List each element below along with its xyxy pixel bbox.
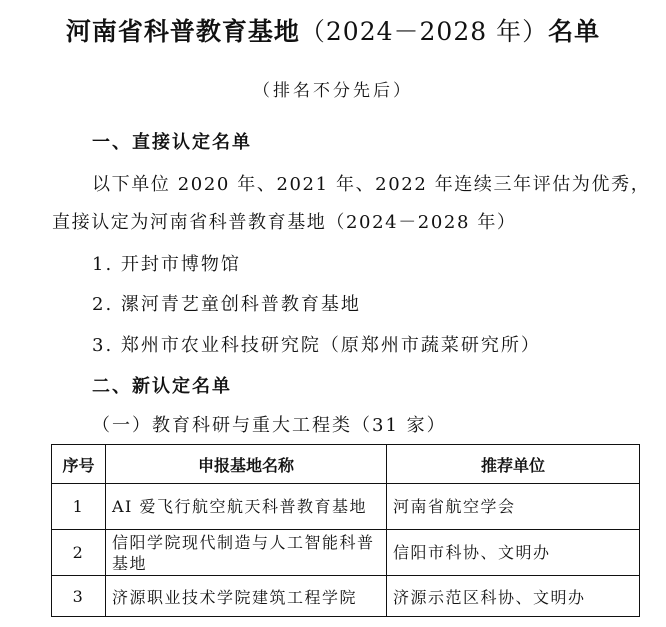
base-list-table bbox=[51, 444, 640, 617]
title-main: 河南省科普教育基地 bbox=[65, 17, 300, 46]
cell-no: 1 bbox=[52, 484, 106, 530]
section1-heading: 一、直接认定名单 bbox=[92, 132, 252, 153]
cell-unit: 河南省航空学会 bbox=[387, 484, 640, 530]
column-header-no: 序号 bbox=[52, 445, 106, 484]
table-header-row bbox=[52, 445, 640, 484]
cell-no: 2 bbox=[52, 530, 106, 576]
table-row bbox=[52, 484, 640, 530]
cell-name: AI 爱飞行航空航天科普教育基地 bbox=[106, 484, 387, 530]
section2-subheading: （一）教育科研与重大工程类（31 家） bbox=[92, 415, 447, 436]
section1-para-line1: 以下单位 2020 年、2021 年、2022 年连续三年评估为优秀， bbox=[92, 174, 651, 195]
column-header-unit: 推荐单位 bbox=[387, 445, 640, 484]
page-title bbox=[0, 12, 666, 48]
title-suffix: 名单 bbox=[548, 17, 601, 46]
cell-no: 3 bbox=[52, 576, 106, 617]
cell-unit: 信阳市科协、文明办 bbox=[387, 530, 640, 576]
cell-unit: 济源示范区科协、文明办 bbox=[387, 576, 640, 617]
cell-name: 济源职业技术学院建筑工程学院 bbox=[106, 576, 387, 617]
section1-para-line2: 直接认定为河南省科普教育基地（2024－2028 年） bbox=[52, 212, 517, 233]
list-item: 1. 开封市博物馆 bbox=[92, 254, 241, 275]
section2-heading: 二、新认定名单 bbox=[92, 376, 232, 397]
column-header-name: 申报基地名称 bbox=[106, 445, 387, 484]
table-row bbox=[52, 576, 640, 617]
list-item: 3. 郑州市农业科技研究院（原郑州市蔬菜研究所） bbox=[92, 335, 541, 356]
title-years: （2024－2028 年） bbox=[299, 17, 549, 46]
cell-name: 信阳学院现代制造与人工智能科普基地 bbox=[106, 530, 387, 576]
subtitle: （排名不分先后） bbox=[253, 81, 413, 101]
table-row bbox=[52, 530, 640, 576]
list-item: 2. 漯河青艺童创科普教育基地 bbox=[92, 294, 361, 315]
